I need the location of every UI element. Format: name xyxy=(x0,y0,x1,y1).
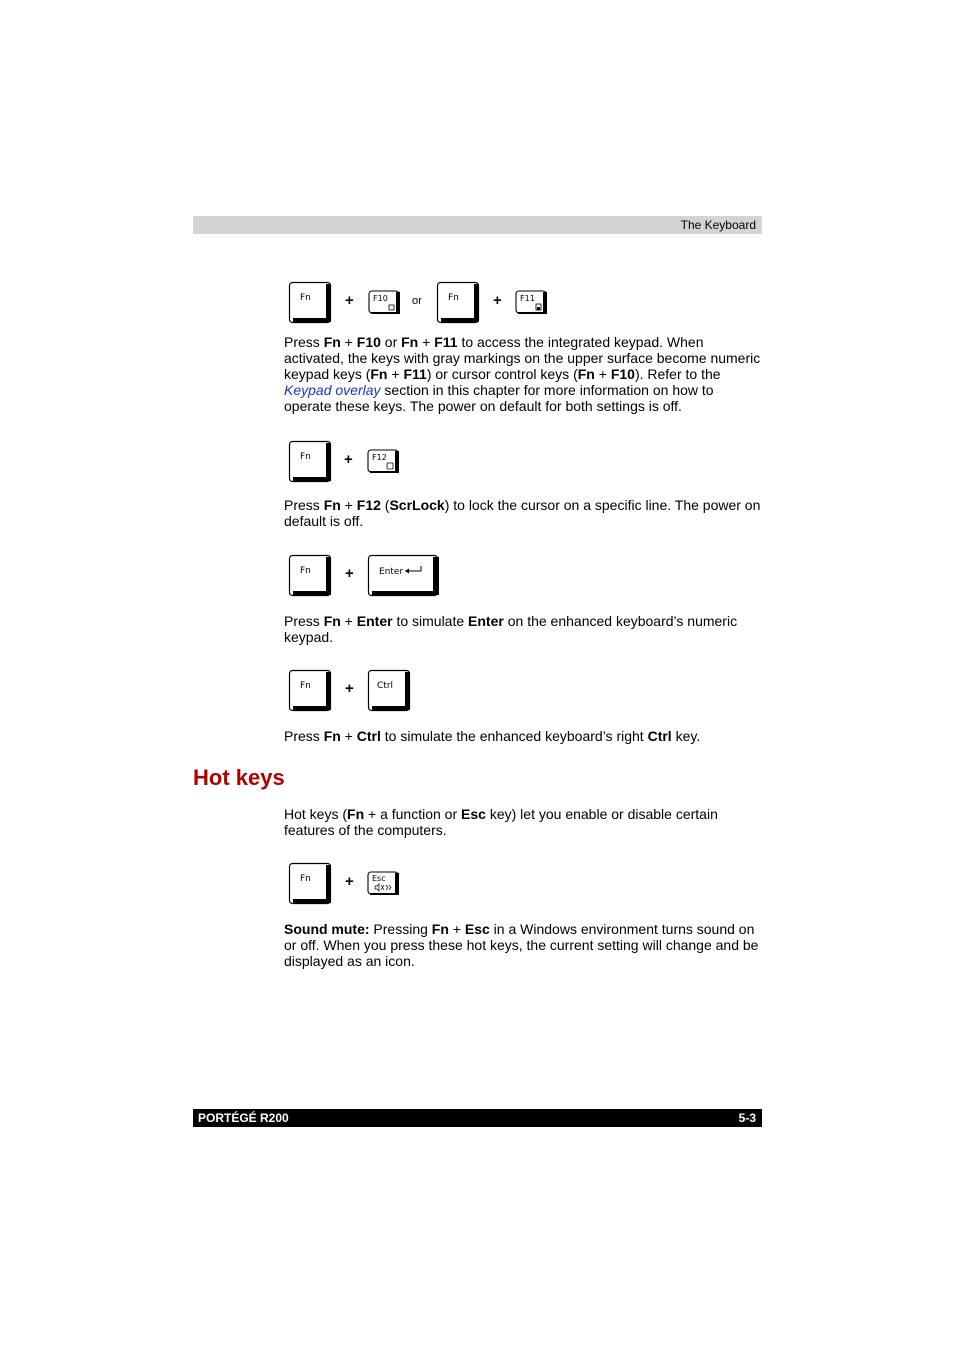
ctrl-paragraph: Press Fn + Ctrl to simulate the enhanced keyboard’s right Ctrl key. xyxy=(284,728,701,744)
f12-key-icon xyxy=(367,449,401,475)
plus-sign: + xyxy=(345,292,354,309)
keypad-overlay-link[interactable]: Keypad overlay xyxy=(284,382,381,398)
esc-key-label: Esc xyxy=(372,874,386,883)
fn-key-label: Fn xyxy=(300,566,311,576)
chapter-title: The Keyboard xyxy=(680,218,756,232)
plus-sign: + xyxy=(345,565,354,582)
fn-key-icon xyxy=(288,862,334,906)
page-number: 5-3 xyxy=(738,1111,756,1125)
fn-key-icon xyxy=(288,281,334,325)
plus-sign: + xyxy=(344,451,353,468)
fn-key-icon xyxy=(288,669,334,713)
fn-key-label: Fn xyxy=(300,874,311,884)
or-text: or xyxy=(412,295,422,307)
plus-sign: + xyxy=(345,680,354,697)
enter-key-icon xyxy=(367,554,442,598)
hot-keys-heading: Hot keys xyxy=(193,765,285,790)
fn-key-label: Fn xyxy=(300,681,311,691)
keycombo-fn-esc xyxy=(288,862,408,906)
fn-key-label: Fn xyxy=(300,293,311,303)
page-footer xyxy=(193,1109,762,1127)
fn-key-icon xyxy=(288,554,334,598)
product-model: PORTÉGÉ R200 xyxy=(198,1111,289,1125)
f11-key-label: F11 xyxy=(520,294,535,303)
sound-mute-paragraph: Sound mute: Pressing Fn + Esc in a Windows environment turns sound on or off. When you press these hot keys, the current setting will change and be displayed as an icon. xyxy=(284,921,759,969)
fn-key-icon xyxy=(436,281,482,325)
ctrl-key-icon xyxy=(367,669,413,713)
fn-key-label: Fn xyxy=(448,293,459,303)
f10-key-icon xyxy=(368,290,402,316)
plus-sign: + xyxy=(345,873,354,890)
enter-key-label: Enter xyxy=(379,567,404,577)
page-header xyxy=(193,216,762,234)
f12-key-label: F12 xyxy=(372,453,387,462)
keycombo-fn-f10-fn-f11 xyxy=(288,281,558,325)
ctrl-key-label: Ctrl xyxy=(377,681,394,691)
plus-sign: + xyxy=(493,292,502,309)
keypad-overlay-paragraph: Press Fn + F10 or Fn + F11 to access the integrated keypad. When activated, the keys with gray markings on the upper surface become numeric keypad keys (Fn + F11) or cursor control keys (Fn + F10). Refer to the Keypad overlay section in this chapter for more information on how to operate these keys. The power on default for both settings is off. xyxy=(284,334,761,414)
fn-key-label: Fn xyxy=(300,452,311,462)
scrlock-paragraph: Press Fn + F12 (ScrLock) to lock the cursor on a specific line. The power on default is off. xyxy=(284,497,761,529)
enter-paragraph: Press Fn + Enter to simulate Enter on the enhanced keyboard’s numeric keypad. xyxy=(284,613,738,645)
keycombo-fn-enter xyxy=(288,554,448,598)
keycombo-fn-f12 xyxy=(288,440,408,484)
fn-key-icon xyxy=(288,440,334,484)
hot-keys-intro: Hot keys (Fn + a function or Esc key) let you enable or disable certain features of the computers. xyxy=(284,806,718,838)
esc-key-icon xyxy=(367,871,401,897)
f11-key-icon xyxy=(515,290,549,316)
f10-key-label: F10 xyxy=(373,294,388,303)
keycombo-fn-ctrl xyxy=(288,669,418,713)
